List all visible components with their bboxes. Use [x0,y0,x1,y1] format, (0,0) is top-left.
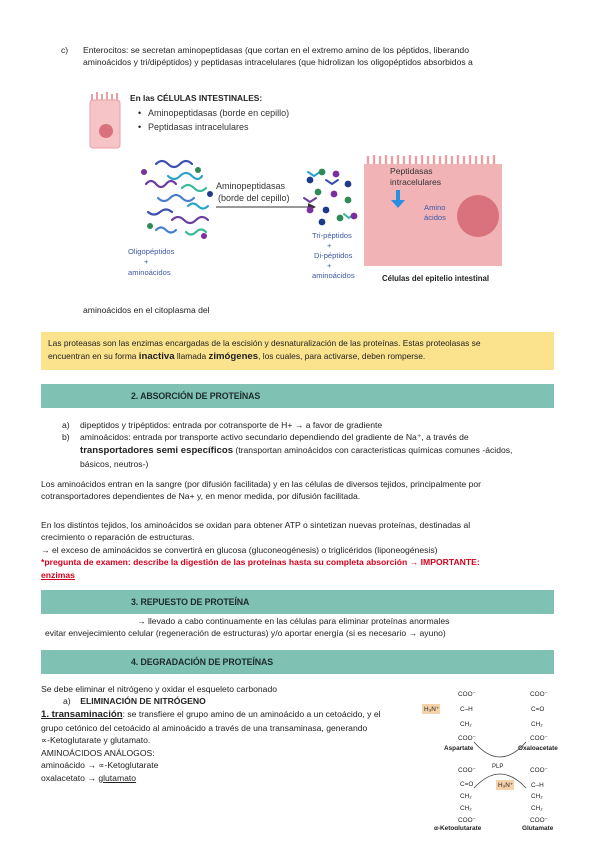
section-header-repuesto: 3. REPUESTO DE PROTEÍNA [41,590,554,614]
exam-question: *pregunta de examen: describe la digestión de las proteínas hasta su completa absorción → IMPORTANTE: [41,557,480,568]
svg-text:H₃N⁺: H₃N⁺ [498,782,514,789]
note-line-2: encuentran en su forma inactiva llamada zimógenes, los cuales, para activarse, deben romperse. [48,350,426,362]
left-label-1: Oligopéptidos [128,247,175,256]
svg-text:COO⁻: COO⁻ [530,767,548,774]
cell-aa-1: Amino [424,203,446,212]
mid-label-1: Tri-péptidos [312,231,352,240]
intro-line-2: aminoácidos y tri/dipéptidos) y peptidasas intracelulares (que hidrolizan los oligopéptidos absorbidos a [83,57,473,68]
absorcion-list [62,419,552,470]
mid-label-2: + [327,241,332,250]
svg-text:COO⁻: COO⁻ [458,767,476,774]
aspartate-label: Aspartate [444,745,474,752]
enterocyte-figure [86,88,526,288]
svg-text:COO⁻: COO⁻ [530,817,548,824]
box-title: En las CÉLULAS INTESTINALES: [130,93,263,103]
transaminacion-term: 1. transaminación [41,708,123,720]
paragraph-blood: Los aminoácidos entran en la sangre (por difusión facilitada) y en las células de diversos tejidos, principalmente por cotransportadores dependientes de Na+ y, en menor medida, por difusión facilitada. [41,479,481,502]
svg-text:CH₂: CH₂ [460,793,472,800]
arrow-label-1: Aminopeptidasas [216,181,286,191]
mid-label-3: Di-péptidos [314,251,353,260]
oxaloacetate-label: Oxaloacetate [518,745,558,752]
left-plus: + [144,257,149,266]
bullet-dot: • [138,122,142,132]
svg-text:H₃N⁺: H₃N⁺ [424,706,440,713]
transamination-scheme [420,690,570,830]
transportadores-term: transportadores semi específicos [80,444,234,456]
bullet-dot: • [138,108,142,118]
list-item: b) aminoácidos: entrada por transporte activo secundario dependiendo del gradiente de Na⁺, a través de transportadores semi específicos (transportan aminoácidos con caracteristicas químicas comunes -ácidos, básicos, neutros-) [62,432,513,469]
arrow-label-2: (borde del cepillo) [218,193,290,203]
plp-label: PLP [492,764,504,770]
svg-text:COO⁻: COO⁻ [530,735,548,742]
box-item-2: Peptidasas intracelulares [148,122,249,132]
svg-text:CH₂: CH₂ [460,721,472,728]
svg-text:C=O: C=O [460,781,474,788]
enterocyte-diagram [86,88,526,288]
section-header-degradacion: 4. DEGRADACIÓN DE PROTEÍNAS [41,650,554,674]
cell-label-1: Peptidasas [390,166,433,176]
cell-label-2: intracelulares [390,177,442,187]
section-header-absorcion: 2. ABSORCIÓN DE PROTEÍNAS [41,384,554,408]
list-item: a) dipeptidos y tripéptidos: entrada por cotransporte de H+ → a favor de gradiente [62,420,383,430]
svg-text:C–H: C–H [460,706,473,713]
svg-text:C–H: C–H [531,782,544,789]
zymogen-note [41,332,554,370]
intro-line-1: Enterocitos: se secretan aminopeptidasas (que cortan en el extremo amino de los péptidos, liberando [83,45,469,55]
mid-label-4: + [327,261,332,270]
svg-text:CH₂: CH₂ [531,805,543,812]
mid-label-5: aminoácidos [312,271,355,280]
repuesto-text: → llevado a cabo continuamente en las células para eliminar proteínas anormales evitar envejecimiento celular (regeneración de estructuras) y/o aportar energía (si es necesario → ayuno) [45,616,450,639]
inactiva-term: inactiva [138,350,175,362]
left-label-2: aminoácidos [128,268,171,277]
small-cell-icon [90,92,120,148]
svg-text:CH₂: CH₂ [531,793,543,800]
degradacion-text: Se debe eliminar el nitrógeno y oxidar el esqueleto carbonado a) ELIMINACIÓN DE NITRÓGENO 1. transaminación: se transfiere el grupo amino de un aminoácido a un cetoácido, y el grupo cetónico del cetoácido al aminoácido a través de una transaminasa, generando ∝-Ketoglutarate y glutamato. AMINOÁCIDOS ANÁLOGOS: aminoácido → ∝-Ketoglutarate oxalacetato → glutamato [41,684,381,783]
glutamate-label: Glutamate [522,825,554,830]
box-item-1: Aminopeptidasas (borde en cepillo) [148,108,290,118]
after-figure-text: aminoácidos en el citoplasma del [83,305,210,315]
note-line-1: Las proteasas son las enzimas encargadas de la escisión y desnaturalización de las proteínas. Estas proteolasas se [48,338,481,348]
svg-text:CH₂: CH₂ [531,721,543,728]
svg-text:COO⁻: COO⁻ [458,735,476,742]
subsection-title: ELIMINACIÓN DE NITRÓGENO [80,696,206,707]
paragraph-tissues: En los distintos tejidos, los aminoácidos se oxidan para obtener ATP o sintetizan nuevas proteínas, destinadas al crecimiento o reparación de estructuras. → el exceso de aminoácidos se convertirá en glucosa (gluconeogénesis) o triglicéridos (liponeogénesis) *pregunta de examen: describe la digestión de las proteínas hasta su completa absorción → IMPORTANTE: enzimas [41,519,556,581]
intro-paragraph [61,44,553,69]
svg-text:C=O: C=O [531,706,545,713]
cell-aa-2: ácidos [424,213,446,222]
svg-text:CH₂: CH₂ [460,805,472,812]
svg-text:COO⁻: COO⁻ [458,817,476,824]
list-marker: c) [61,45,69,55]
exam-question-enzimas: enzimas [41,569,75,580]
svg-text:COO⁻: COO⁻ [458,691,476,698]
right-arrow-icon [216,203,316,211]
ketoglutarate-label: α-Ketoglutarate [434,825,482,830]
cell-caption: Células del epitelio intestinal [382,274,490,283]
zimogenes-term: zimógenes [208,350,259,362]
svg-text:COO⁻: COO⁻ [530,691,548,698]
